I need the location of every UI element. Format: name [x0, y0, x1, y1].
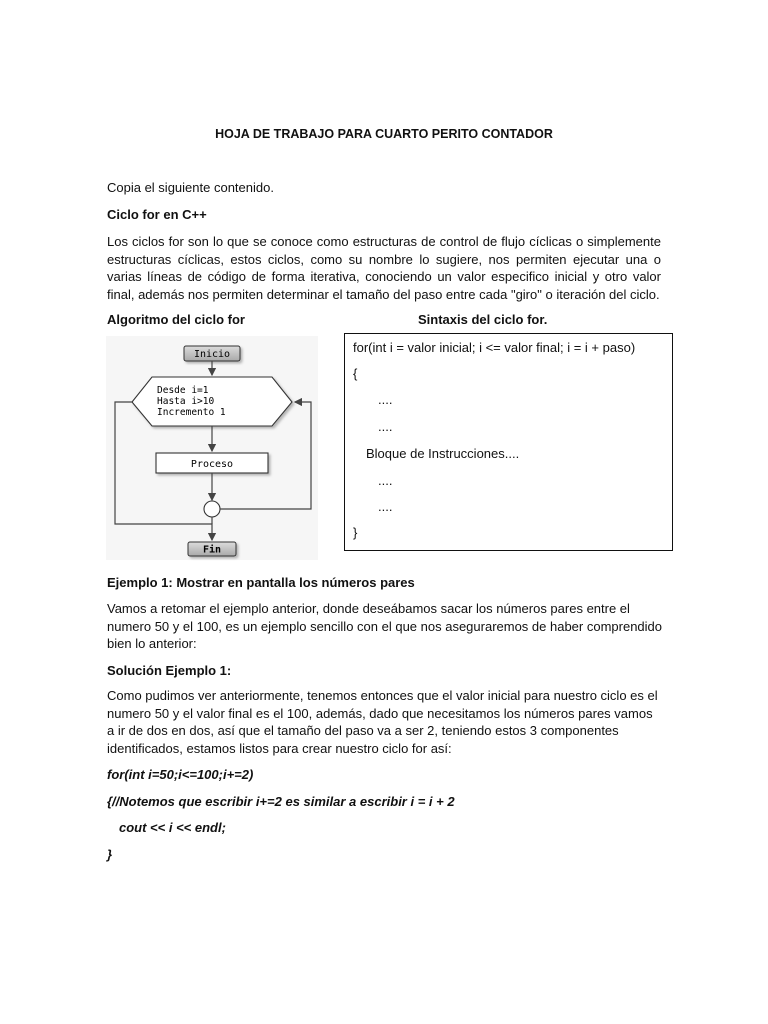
- algorithm-heading: Algoritmo del ciclo for: [107, 312, 245, 327]
- flowchart-loop-node: [132, 377, 292, 426]
- syntax-open-brace: {: [353, 366, 358, 381]
- solution-heading: Solución Ejemplo 1:: [107, 663, 232, 678]
- code-line-for: for(int i=50;i<=100;i+=2): [107, 767, 254, 782]
- syntax-heading: Sintaxis del ciclo for.: [418, 312, 548, 327]
- syntax-close-brace: }: [353, 525, 358, 540]
- code-line-comment: {//Notemos que escribir i+=2 es similar a escribir i = i + 2: [107, 794, 455, 809]
- flowchart-end-label: Fin: [202, 544, 222, 556]
- for-loop-flowchart: [104, 334, 320, 562]
- flowchart-loop-from: Desde i=1: [157, 385, 209, 396]
- code-line-close: }: [107, 847, 113, 862]
- flowchart-process-label: Proceso: [190, 459, 234, 470]
- section-paragraph: Los ciclos for son lo que se conoce como estructuras de control de flujo cíclicas o simplemente estructuras cíclicas, estos ciclos, como su nombre lo sugiere, nos permiten ejecutar una o varias líneas de código de forma iterativa, conociendo un valor especifico inicial y otro valor final, además nos permiten determinar el tamaño del paso entre cada "giro" o iteración del ciclo.: [107, 234, 661, 302]
- intro-text: Copia el siguiente contenido.: [107, 180, 274, 195]
- flowchart-end-node: [188, 542, 236, 556]
- example-paragraph: Vamos a retomar el ejemplo anterior, donde deseábamos sacar los números pares entre el numero 50 y el 100, es un ejemplo sencillo con el que nos aseguraremos de haber comprendido bien lo anterior:: [107, 601, 663, 651]
- syntax-block-label: Bloque de Instrucciones....: [366, 446, 520, 461]
- flowchart-loop-until: Hasta i>10: [157, 396, 215, 407]
- solution-paragraph: Como pudimos ver anteriormente, tenemos entonces que el valor inicial para nuestro ciclo es el numero 50 y el valor final es el 100, además, dado que necesitamos los números pares vamos a ir de dos en dos, así que el tamaño del paso va a ser 2, teniendo estos 3 componentes identificados, estamos listos para crear nuestro ciclo for así:: [107, 688, 658, 756]
- syntax-dots: ....: [378, 499, 393, 514]
- flowchart-start-label: Inicio: [193, 349, 231, 360]
- code-line-cout: cout << i << endl;: [119, 820, 226, 835]
- example-heading: Ejemplo 1: Mostrar en pantalla los números pares: [107, 575, 415, 590]
- flowchart-loop-increment: Incremento 1: [157, 407, 226, 418]
- syntax-dots: ....: [378, 419, 393, 434]
- section-heading: Ciclo for en C++: [107, 207, 207, 222]
- flowchart-connector: [204, 501, 220, 517]
- flowchart-process-node: [156, 453, 268, 473]
- syntax-line-for: for(int i = valor inicial; i <= valor final; i = i + paso): [353, 340, 636, 355]
- syntax-dots: ....: [378, 392, 393, 407]
- page-title: HOJA DE TRABAJO PARA CUARTO PERITO CONTADOR: [215, 127, 553, 141]
- syntax-dots: ....: [378, 473, 393, 488]
- syntax-box: [344, 333, 673, 551]
- flowchart-start-node: [184, 346, 240, 361]
